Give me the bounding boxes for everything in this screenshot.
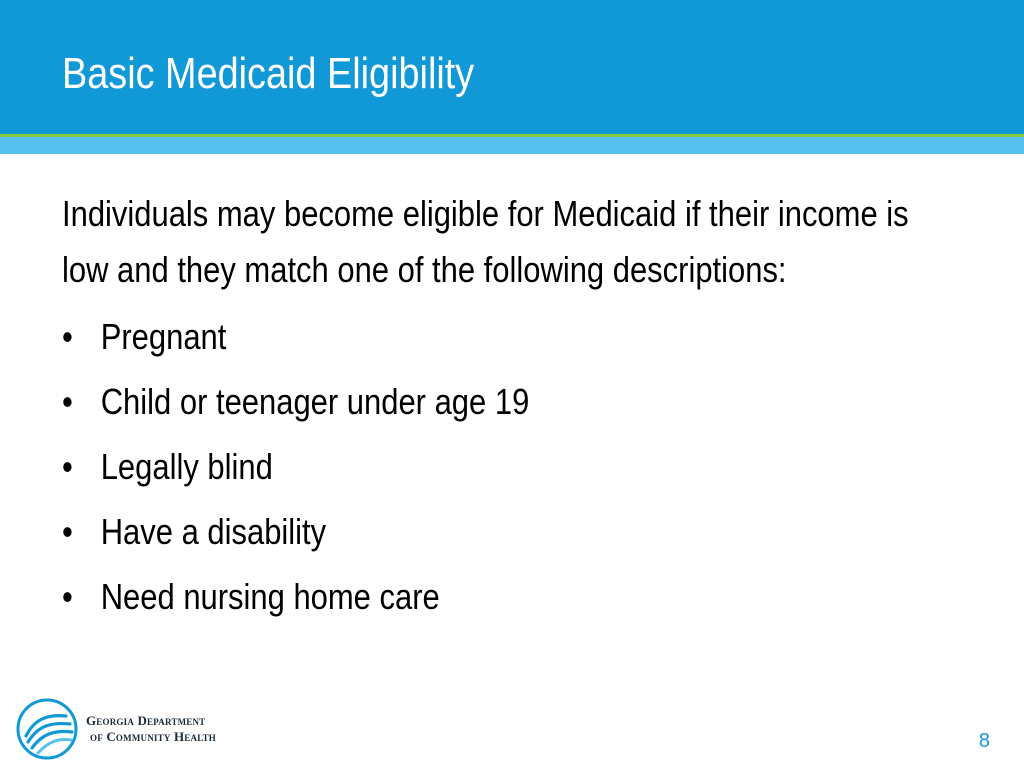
intro-paragraph: Individuals may become eligible for Medicaid if their income is low and they match one of the following descriptions:: [62, 193, 909, 290]
bullet-icon: •: [62, 511, 73, 552]
eligibility-list: [62, 304, 836, 629]
concentric-wave-circle-icon: [16, 698, 78, 760]
list-item: [62, 564, 836, 629]
slide-body: [62, 186, 909, 629]
list-item-text: Pregnant: [100, 316, 227, 357]
list-item: [62, 434, 836, 499]
bullet-icon: •: [62, 446, 73, 487]
list-item-text: Have a disability: [100, 511, 327, 552]
organization-name-line-1: Georgia Department: [86, 713, 206, 728]
bullet-icon: •: [62, 316, 73, 357]
organization-name-line-2: of Community Health: [90, 729, 216, 744]
list-item-text: Need nursing home care: [100, 576, 440, 617]
list-item: [62, 499, 836, 564]
list-item: [62, 304, 836, 369]
list-item-text: Legally blind: [100, 446, 273, 487]
organization-logo: [16, 698, 216, 760]
organization-name: [86, 713, 216, 745]
page-number: 8: [978, 730, 990, 752]
list-item: [62, 369, 836, 434]
bullet-icon: •: [62, 576, 73, 617]
title-accent-band: [0, 137, 1024, 154]
slide-title: Basic Medicaid Eligibility: [62, 49, 475, 98]
bullet-icon: •: [62, 381, 73, 422]
list-item-text: Child or teenager under age 19: [100, 381, 530, 422]
